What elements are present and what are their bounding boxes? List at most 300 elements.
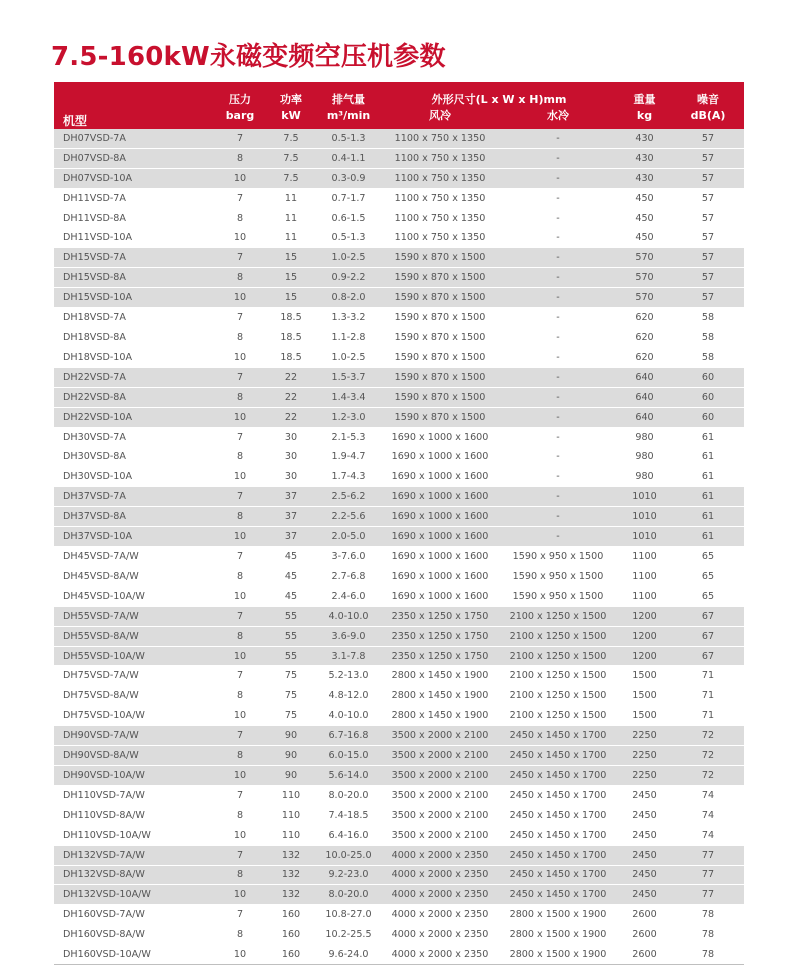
cell-flow: 1.4-3.4: [316, 387, 381, 407]
cell-air-cooled-dimensions: 1690 x 1000 x 1600: [381, 586, 499, 606]
table-row: [54, 427, 744, 447]
cell-model: DH75VSD-7A/W: [54, 666, 214, 686]
cell-water-cooled-dimensions: 2450 x 1450 x 1700: [499, 726, 617, 746]
cell-pressure: 7: [214, 845, 266, 865]
cell-noise: 61: [672, 427, 744, 447]
cell-power: 160: [266, 925, 316, 945]
cell-model: DH90VSD-10A/W: [54, 766, 214, 786]
cell-noise: 61: [672, 447, 744, 467]
table-row: [54, 845, 744, 865]
table-row: [54, 188, 744, 208]
cell-weight: 2450: [617, 805, 672, 825]
cell-water-cooled-dimensions: -: [499, 288, 617, 308]
cell-noise: 78: [672, 905, 744, 925]
cell-model: DH110VSD-10A/W: [54, 825, 214, 845]
spec-table: [54, 82, 744, 965]
cell-water-cooled-dimensions: -: [499, 328, 617, 348]
cell-water-cooled-dimensions: 2800 x 1500 x 1900: [499, 905, 617, 925]
cell-water-cooled-dimensions: -: [499, 347, 617, 367]
cell-pressure: 7: [214, 188, 266, 208]
cell-pressure: 8: [214, 387, 266, 407]
cell-noise: 57: [672, 268, 744, 288]
cell-pressure: 7: [214, 785, 266, 805]
cell-flow: 0.7-1.7: [316, 188, 381, 208]
cell-flow: 3-7.6.0: [316, 547, 381, 567]
cell-noise: 61: [672, 467, 744, 487]
cell-flow: 5.6-14.0: [316, 766, 381, 786]
cell-noise: 72: [672, 766, 744, 786]
cell-flow: 9.6-24.0: [316, 945, 381, 965]
table-row: [54, 726, 744, 746]
cell-water-cooled-dimensions: 2450 x 1450 x 1700: [499, 766, 617, 786]
cell-flow: 6.0-15.0: [316, 746, 381, 766]
cell-air-cooled-dimensions: 1590 x 870 x 1500: [381, 308, 499, 328]
cell-model: DH132VSD-8A/W: [54, 865, 214, 885]
cell-pressure: 7: [214, 547, 266, 567]
cell-water-cooled-dimensions: 2450 x 1450 x 1700: [499, 845, 617, 865]
cell-noise: 67: [672, 606, 744, 626]
cell-air-cooled-dimensions: 3500 x 2000 x 2100: [381, 825, 499, 845]
cell-noise: 67: [672, 646, 744, 666]
table-row: [54, 507, 744, 527]
cell-water-cooled-dimensions: -: [499, 447, 617, 467]
table-row: [54, 487, 744, 507]
table-row: [54, 606, 744, 626]
cell-water-cooled-dimensions: 2450 x 1450 x 1700: [499, 885, 617, 905]
table-row: [54, 805, 744, 825]
table-row: [54, 268, 744, 288]
cell-weight: 450: [617, 208, 672, 228]
cell-flow: 8.0-20.0: [316, 785, 381, 805]
cell-weight: 2450: [617, 885, 672, 905]
table-row: [54, 566, 744, 586]
cell-weight: 980: [617, 467, 672, 487]
cell-air-cooled-dimensions: 4000 x 2000 x 2350: [381, 845, 499, 865]
cell-air-cooled-dimensions: 1100 x 750 x 1350: [381, 129, 499, 148]
cell-pressure: 10: [214, 288, 266, 308]
cell-pressure: 7: [214, 606, 266, 626]
cell-power: 110: [266, 805, 316, 825]
cell-weight: 430: [617, 148, 672, 168]
cell-air-cooled-dimensions: 4000 x 2000 x 2350: [381, 945, 499, 965]
cell-power: 90: [266, 766, 316, 786]
cell-model: DH160VSD-10A/W: [54, 945, 214, 965]
cell-power: 45: [266, 586, 316, 606]
cell-air-cooled-dimensions: 1690 x 1000 x 1600: [381, 487, 499, 507]
table-row: [54, 825, 744, 845]
cell-weight: 1010: [617, 487, 672, 507]
cell-pressure: 10: [214, 766, 266, 786]
cell-air-cooled-dimensions: 1590 x 870 x 1500: [381, 367, 499, 387]
cell-noise: 58: [672, 328, 744, 348]
cell-noise: 58: [672, 347, 744, 367]
cell-weight: 640: [617, 387, 672, 407]
cell-flow: 1.2-3.0: [316, 407, 381, 427]
cell-flow: 8.0-20.0: [316, 885, 381, 905]
cell-water-cooled-dimensions: -: [499, 148, 617, 168]
table-row: [54, 467, 744, 487]
cell-pressure: 7: [214, 726, 266, 746]
cell-power: 55: [266, 606, 316, 626]
table-row: [54, 228, 744, 248]
cell-power: 37: [266, 487, 316, 507]
header-air-cooled: 风冷: [381, 108, 499, 129]
cell-model: DH15VSD-8A: [54, 268, 214, 288]
cell-noise: 57: [672, 208, 744, 228]
cell-weight: 430: [617, 168, 672, 188]
cell-pressure: 8: [214, 148, 266, 168]
cell-noise: 78: [672, 925, 744, 945]
cell-noise: 67: [672, 626, 744, 646]
cell-flow: 6.7-16.8: [316, 726, 381, 746]
cell-weight: 1100: [617, 586, 672, 606]
cell-weight: 2600: [617, 925, 672, 945]
cell-model: DH07VSD-7A: [54, 129, 214, 148]
cell-noise: 60: [672, 367, 744, 387]
cell-flow: 2.2-5.6: [316, 507, 381, 527]
cell-power: 11: [266, 188, 316, 208]
cell-pressure: 10: [214, 407, 266, 427]
cell-noise: 61: [672, 507, 744, 527]
cell-model: DH30VSD-10A: [54, 467, 214, 487]
cell-noise: 57: [672, 168, 744, 188]
cell-flow: 0.9-2.2: [316, 268, 381, 288]
cell-weight: 1100: [617, 547, 672, 567]
cell-noise: 74: [672, 805, 744, 825]
table-row: [54, 905, 744, 925]
cell-flow: 10.8-27.0: [316, 905, 381, 925]
cell-model: DH37VSD-10A: [54, 527, 214, 547]
cell-power: 22: [266, 367, 316, 387]
cell-air-cooled-dimensions: 1100 x 750 x 1350: [381, 168, 499, 188]
cell-model: DH110VSD-7A/W: [54, 785, 214, 805]
table-row: [54, 129, 744, 148]
cell-pressure: 10: [214, 825, 266, 845]
cell-model: DH55VSD-8A/W: [54, 626, 214, 646]
cell-model: DH45VSD-7A/W: [54, 547, 214, 567]
cell-weight: 1100: [617, 566, 672, 586]
header-noise: 噪音: [672, 82, 744, 108]
cell-water-cooled-dimensions: -: [499, 467, 617, 487]
header-power-unit: kW: [266, 108, 316, 129]
cell-water-cooled-dimensions: -: [499, 527, 617, 547]
table-row: [54, 626, 744, 646]
cell-noise: 61: [672, 527, 744, 547]
table-row: [54, 706, 744, 726]
cell-power: 160: [266, 905, 316, 925]
cell-water-cooled-dimensions: 2100 x 1250 x 1500: [499, 646, 617, 666]
cell-power: 110: [266, 785, 316, 805]
cell-power: 7.5: [266, 129, 316, 148]
cell-flow: 2.1-5.3: [316, 427, 381, 447]
cell-weight: 1010: [617, 507, 672, 527]
cell-water-cooled-dimensions: -: [499, 487, 617, 507]
cell-weight: 450: [617, 228, 672, 248]
table-row: [54, 686, 744, 706]
cell-water-cooled-dimensions: -: [499, 188, 617, 208]
cell-model: DH22VSD-10A: [54, 407, 214, 427]
cell-noise: 57: [672, 288, 744, 308]
cell-weight: 2600: [617, 905, 672, 925]
page-title: 7.5-160kW永磁变频空压机参数: [51, 42, 446, 72]
cell-model: DH37VSD-8A: [54, 507, 214, 527]
cell-flow: 0.6-1.5: [316, 208, 381, 228]
cell-model: DH55VSD-7A/W: [54, 606, 214, 626]
cell-noise: 71: [672, 706, 744, 726]
cell-pressure: 8: [214, 566, 266, 586]
cell-pressure: 8: [214, 447, 266, 467]
cell-pressure: 7: [214, 905, 266, 925]
cell-pressure: 10: [214, 706, 266, 726]
table-row: [54, 407, 744, 427]
cell-air-cooled-dimensions: 3500 x 2000 x 2100: [381, 746, 499, 766]
cell-noise: 71: [672, 686, 744, 706]
cell-water-cooled-dimensions: -: [499, 168, 617, 188]
cell-water-cooled-dimensions: -: [499, 268, 617, 288]
cell-flow: 10.2-25.5: [316, 925, 381, 945]
cell-model: DH45VSD-8A/W: [54, 566, 214, 586]
cell-water-cooled-dimensions: 2450 x 1450 x 1700: [499, 785, 617, 805]
cell-pressure: 7: [214, 367, 266, 387]
cell-power: 90: [266, 726, 316, 746]
cell-noise: 58: [672, 308, 744, 328]
cell-noise: 77: [672, 845, 744, 865]
cell-power: 37: [266, 527, 316, 547]
cell-air-cooled-dimensions: 1590 x 870 x 1500: [381, 347, 499, 367]
cell-flow: 9.2-23.0: [316, 865, 381, 885]
cell-weight: 1200: [617, 646, 672, 666]
cell-pressure: 7: [214, 129, 266, 148]
cell-pressure: 7: [214, 308, 266, 328]
cell-weight: 2600: [617, 945, 672, 965]
cell-weight: 980: [617, 447, 672, 467]
cell-noise: 57: [672, 129, 744, 148]
table-row: [54, 766, 744, 786]
cell-noise: 65: [672, 547, 744, 567]
cell-weight: 570: [617, 288, 672, 308]
cell-power: 7.5: [266, 168, 316, 188]
cell-weight: 1010: [617, 527, 672, 547]
cell-power: 30: [266, 447, 316, 467]
table-row: [54, 586, 744, 606]
cell-power: 75: [266, 686, 316, 706]
cell-power: 37: [266, 507, 316, 527]
cell-air-cooled-dimensions: 1590 x 870 x 1500: [381, 268, 499, 288]
cell-water-cooled-dimensions: 2100 x 1250 x 1500: [499, 626, 617, 646]
cell-air-cooled-dimensions: 2800 x 1450 x 1900: [381, 666, 499, 686]
cell-noise: 74: [672, 785, 744, 805]
cell-model: DH11VSD-7A: [54, 188, 214, 208]
table-row: [54, 248, 744, 268]
cell-weight: 430: [617, 129, 672, 148]
cell-noise: 72: [672, 726, 744, 746]
cell-water-cooled-dimensions: 2450 x 1450 x 1700: [499, 746, 617, 766]
cell-pressure: 10: [214, 527, 266, 547]
cell-noise: 57: [672, 148, 744, 168]
cell-power: 75: [266, 706, 316, 726]
cell-weight: 2250: [617, 766, 672, 786]
cell-model: DH18VSD-10A: [54, 347, 214, 367]
cell-flow: 2.4-6.0: [316, 586, 381, 606]
cell-model: DH15VSD-10A: [54, 288, 214, 308]
table-row: [54, 447, 744, 467]
cell-pressure: 10: [214, 228, 266, 248]
cell-pressure: 10: [214, 945, 266, 965]
cell-flow: 4.8-12.0: [316, 686, 381, 706]
cell-weight: 1200: [617, 606, 672, 626]
cell-weight: 620: [617, 328, 672, 348]
cell-power: 30: [266, 427, 316, 447]
cell-water-cooled-dimensions: 2800 x 1500 x 1900: [499, 925, 617, 945]
cell-water-cooled-dimensions: -: [499, 208, 617, 228]
cell-power: 75: [266, 666, 316, 686]
cell-pressure: 7: [214, 248, 266, 268]
cell-power: 132: [266, 865, 316, 885]
cell-model: DH22VSD-7A: [54, 367, 214, 387]
cell-air-cooled-dimensions: 1590 x 870 x 1500: [381, 288, 499, 308]
cell-power: 110: [266, 825, 316, 845]
cell-model: DH37VSD-7A: [54, 487, 214, 507]
cell-water-cooled-dimensions: -: [499, 387, 617, 407]
cell-model: DH07VSD-8A: [54, 148, 214, 168]
cell-flow: 5.2-13.0: [316, 666, 381, 686]
cell-noise: 57: [672, 188, 744, 208]
table-header: [54, 82, 744, 129]
cell-pressure: 10: [214, 347, 266, 367]
cell-flow: 1.0-2.5: [316, 347, 381, 367]
table-row: [54, 208, 744, 228]
table-row: [54, 387, 744, 407]
cell-power: 18.5: [266, 308, 316, 328]
cell-power: 22: [266, 387, 316, 407]
cell-flow: 0.5-1.3: [316, 129, 381, 148]
cell-pressure: 7: [214, 666, 266, 686]
cell-noise: 74: [672, 825, 744, 845]
cell-water-cooled-dimensions: 2450 x 1450 x 1700: [499, 865, 617, 885]
cell-noise: 61: [672, 487, 744, 507]
cell-weight: 1500: [617, 686, 672, 706]
table-row: [54, 328, 744, 348]
cell-weight: 640: [617, 407, 672, 427]
cell-power: 7.5: [266, 148, 316, 168]
cell-water-cooled-dimensions: -: [499, 507, 617, 527]
cell-noise: 77: [672, 885, 744, 905]
cell-water-cooled-dimensions: -: [499, 228, 617, 248]
table-row: [54, 646, 744, 666]
cell-power: 132: [266, 845, 316, 865]
cell-air-cooled-dimensions: 1690 x 1000 x 1600: [381, 527, 499, 547]
cell-air-cooled-dimensions: 3500 x 2000 x 2100: [381, 766, 499, 786]
cell-power: 11: [266, 208, 316, 228]
cell-model: DH11VSD-8A: [54, 208, 214, 228]
cell-air-cooled-dimensions: 3500 x 2000 x 2100: [381, 805, 499, 825]
cell-weight: 2250: [617, 746, 672, 766]
header-water-cooled: 水冷: [499, 108, 617, 129]
cell-pressure: 8: [214, 686, 266, 706]
cell-air-cooled-dimensions: 3500 x 2000 x 2100: [381, 785, 499, 805]
header-power: 功率: [266, 82, 316, 108]
cell-power: 18.5: [266, 328, 316, 348]
cell-model: DH45VSD-10A/W: [54, 586, 214, 606]
table-row: [54, 288, 744, 308]
cell-flow: 1.1-2.8: [316, 328, 381, 348]
cell-weight: 2450: [617, 865, 672, 885]
cell-air-cooled-dimensions: 1690 x 1000 x 1600: [381, 427, 499, 447]
cell-model: DH160VSD-7A/W: [54, 905, 214, 925]
table-row: [54, 945, 744, 965]
cell-air-cooled-dimensions: 1690 x 1000 x 1600: [381, 467, 499, 487]
table-row: [54, 746, 744, 766]
table-row: [54, 308, 744, 328]
cell-power: 132: [266, 885, 316, 905]
cell-air-cooled-dimensions: 2800 x 1450 x 1900: [381, 686, 499, 706]
cell-flow: 1.0-2.5: [316, 248, 381, 268]
cell-pressure: 8: [214, 805, 266, 825]
cell-weight: 1200: [617, 626, 672, 646]
cell-weight: 620: [617, 308, 672, 328]
cell-flow: 1.3-3.2: [316, 308, 381, 328]
cell-noise: 57: [672, 228, 744, 248]
cell-power: 55: [266, 646, 316, 666]
cell-weight: 2450: [617, 785, 672, 805]
cell-flow: 3.1-7.8: [316, 646, 381, 666]
cell-air-cooled-dimensions: 1690 x 1000 x 1600: [381, 507, 499, 527]
cell-air-cooled-dimensions: 1590 x 870 x 1500: [381, 387, 499, 407]
cell-air-cooled-dimensions: 4000 x 2000 x 2350: [381, 885, 499, 905]
cell-model: DH75VSD-10A/W: [54, 706, 214, 726]
cell-pressure: 8: [214, 626, 266, 646]
cell-air-cooled-dimensions: 1690 x 1000 x 1600: [381, 547, 499, 567]
header-model: 机型: [54, 82, 214, 129]
cell-pressure: 8: [214, 268, 266, 288]
header-flow-unit: m³/min: [316, 108, 381, 129]
cell-weight: 570: [617, 268, 672, 288]
cell-water-cooled-dimensions: 2800 x 1500 x 1900: [499, 945, 617, 965]
cell-model: DH160VSD-8A/W: [54, 925, 214, 945]
cell-weight: 620: [617, 347, 672, 367]
cell-flow: 6.4-16.0: [316, 825, 381, 845]
cell-model: DH75VSD-8A/W: [54, 686, 214, 706]
cell-weight: 2250: [617, 726, 672, 746]
cell-model: DH18VSD-8A: [54, 328, 214, 348]
cell-air-cooled-dimensions: 2350 x 1250 x 1750: [381, 646, 499, 666]
header-dimensions: 外形尺寸(L x W x H)mm: [381, 82, 617, 108]
cell-pressure: 7: [214, 487, 266, 507]
cell-model: DH110VSD-8A/W: [54, 805, 214, 825]
cell-model: DH07VSD-10A: [54, 168, 214, 188]
cell-water-cooled-dimensions: -: [499, 407, 617, 427]
cell-weight: 2450: [617, 825, 672, 845]
header-pressure: 压力: [214, 82, 266, 108]
cell-noise: 60: [672, 407, 744, 427]
cell-air-cooled-dimensions: 4000 x 2000 x 2350: [381, 925, 499, 945]
cell-flow: 0.4-1.1: [316, 148, 381, 168]
table-body: [54, 129, 744, 965]
cell-pressure: 7: [214, 427, 266, 447]
cell-weight: 980: [617, 427, 672, 447]
cell-power: 30: [266, 467, 316, 487]
cell-air-cooled-dimensions: 1100 x 750 x 1350: [381, 228, 499, 248]
cell-water-cooled-dimensions: 1590 x 950 x 1500: [499, 547, 617, 567]
cell-power: 55: [266, 626, 316, 646]
cell-air-cooled-dimensions: 1100 x 750 x 1350: [381, 148, 499, 168]
cell-weight: 450: [617, 188, 672, 208]
cell-air-cooled-dimensions: 1690 x 1000 x 1600: [381, 447, 499, 467]
cell-pressure: 8: [214, 208, 266, 228]
cell-flow: 2.0-5.0: [316, 527, 381, 547]
cell-weight: 640: [617, 367, 672, 387]
cell-flow: 7.4-18.5: [316, 805, 381, 825]
